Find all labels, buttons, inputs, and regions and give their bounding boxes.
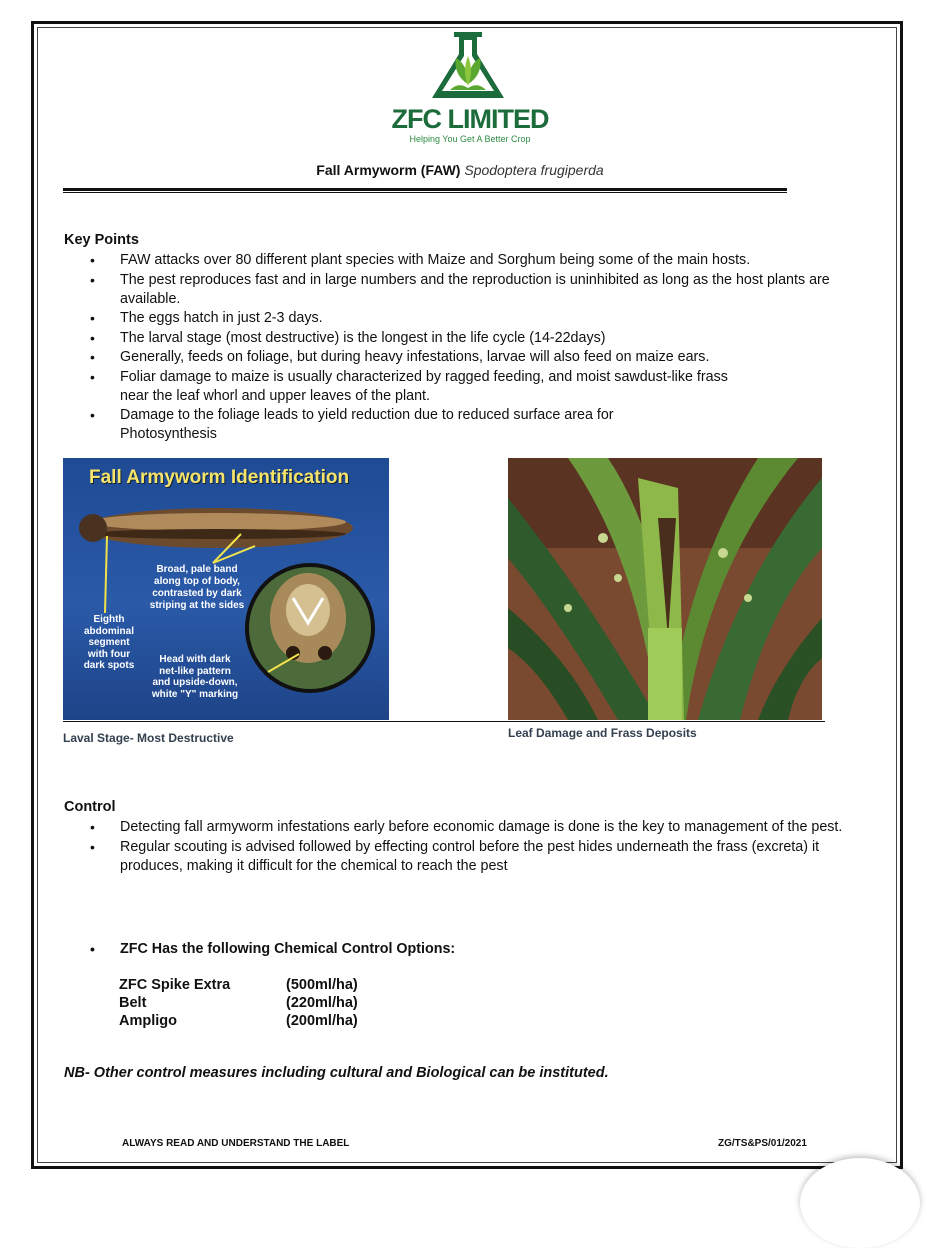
- pest-common-name: Fall Armyworm (FAW): [316, 162, 461, 178]
- band-label: Broad, pale band along top of body, contrasted by dark striping at the sides: [149, 564, 245, 611]
- footer-label-warning: ALWAYS READ AND UNDERSTAND THE LABEL: [122, 1138, 350, 1149]
- title-divider: [63, 188, 787, 193]
- table-row: ZFC Spike Extra (500ml/ha): [119, 977, 358, 993]
- key-points-heading: Key Points: [64, 232, 139, 248]
- figure-title: Fall Armyworm Identification: [89, 467, 350, 488]
- footer-document-code: ZG/TS&PS/01/2021: [718, 1138, 807, 1149]
- nb-note: NB- Other control measures including cultural and Biological can be instituted.: [64, 1065, 609, 1081]
- key-points-list: [64, 251, 882, 445]
- chemical-options-heading: • ZFC Has the following Chemical Control Options:: [64, 940, 882, 959]
- pest-scientific-name: Spodoptera frugiperda: [464, 162, 604, 178]
- table-row: Ampligo (200ml/ha): [119, 1013, 358, 1029]
- list-item: • Generally, feeds on foliage, but during heavy infestations, larvae will also feed on maize ears.: [64, 348, 882, 367]
- document-title: [200, 162, 720, 178]
- right-figure-caption: Leaf Damage and Frass Deposits: [508, 726, 697, 740]
- list-item: • The eggs hatch in just 2-3 days.: [64, 309, 882, 328]
- chemical-heading-list: [64, 940, 882, 960]
- figure-divider: [63, 721, 825, 722]
- list-item: • Damage to the foliage leads to yield reduction due to reduced surface area for Photosynthesis: [64, 406, 714, 444]
- table-row: Belt (220ml/ha): [119, 995, 358, 1011]
- chemical-options-table: [119, 976, 358, 1030]
- segment-label: Eighth abdominal segment with four dark spots: [83, 614, 135, 671]
- control-heading: Control: [64, 799, 116, 815]
- list-item: • FAW attacks over 80 different plant species with Maize and Sorghum being some of the main hosts.: [64, 251, 882, 270]
- page-curl: [800, 1158, 920, 1248]
- brand-tagline: Helping You Get A Better Crop: [409, 134, 531, 144]
- leaf-damage-photo: [508, 458, 822, 720]
- list-item: • Detecting fall armyworm infestations early before economic damage is done is the key to management of the pest.: [64, 818, 882, 837]
- list-item: • The larval stage (most destructive) is the longest in the life cycle (14-22days): [64, 329, 882, 348]
- left-figure-caption: Laval Stage- Most Destructive: [63, 731, 234, 745]
- head-label: Head with dark net-like pattern and upside-down, white "Y" marking: [151, 654, 239, 700]
- armyworm-identification-figure: [63, 458, 389, 720]
- brand-name: ZFC LIMITED: [391, 104, 549, 134]
- flask-logo-icon: [428, 28, 508, 102]
- list-item: • Regular scouting is advised followed by effecting control before the pest hides underneath the frass (excreta) it produces, making it difficult for the chemical to reach the pest: [64, 838, 882, 876]
- list-item: • Foliar damage to maize is usually characterized by ragged feeding, and moist sawdust-like frass near the leaf whorl and upper leaves of the plant.: [64, 368, 754, 406]
- control-list: [64, 818, 882, 876]
- list-item: • The pest reproduces fast and in large numbers and the reproduction is uninhibited as long as the host plants are available.: [64, 271, 882, 309]
